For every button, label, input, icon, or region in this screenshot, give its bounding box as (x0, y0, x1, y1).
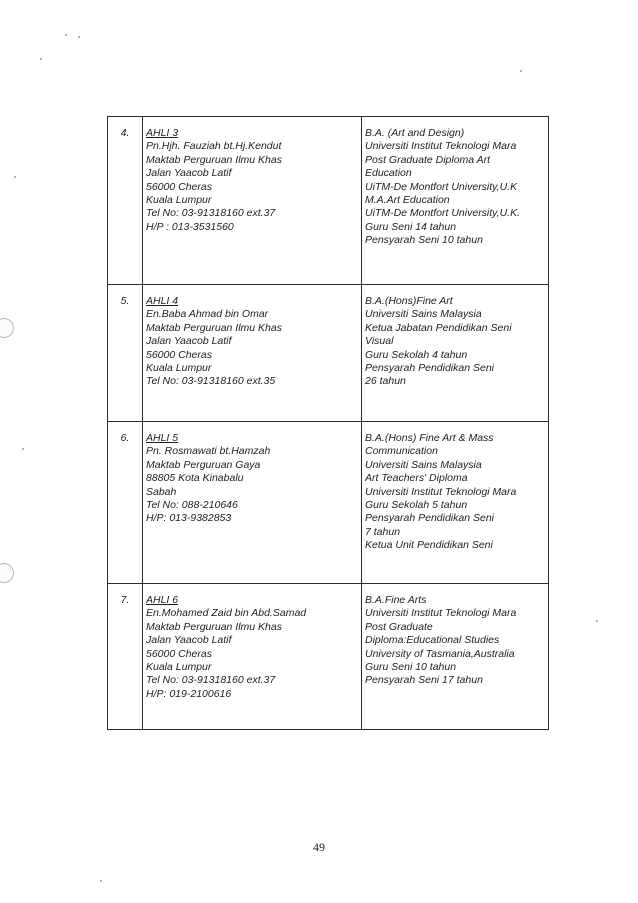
qualification-line: Universiti Sains Malaysia (365, 458, 482, 471)
table-row (108, 584, 549, 730)
detail-line: Maktab Perguruan Ilmu Khas (146, 620, 282, 633)
detail-line: Pn. Rosmawati bt.Hamzah (146, 445, 271, 458)
qualification-line: Pensyarah Seni 10 tahun (365, 234, 483, 247)
detail-line: Tel No: 03-91318160 ext.37 (146, 207, 276, 220)
qualification-line: UiTM-De Montfort University,U.K (365, 180, 518, 193)
table-row (108, 285, 549, 422)
detail-line: Maktab Perguruan Ilmu Khas (146, 153, 282, 166)
row-number: 4. (108, 117, 143, 285)
qualification-line: Pensyarah Seni 17 tahun (365, 674, 483, 687)
scan-speck (100, 880, 102, 882)
qualification-line: 7 tahun (365, 525, 401, 538)
detail-line: 56000 Cheras (146, 180, 212, 193)
qualification-line: Ketua Unit Pendidikan Seni (365, 539, 493, 552)
detail-line: Jalan Yaacob Latif (146, 634, 232, 647)
qualification-line: B.A.(Hons) Fine Art & Mass (365, 432, 494, 444)
scan-speck (596, 620, 598, 622)
member-heading: AHLI 4 (146, 295, 179, 307)
qualification-line: Universiti Institut Teknologi Mara (365, 607, 517, 620)
detail-line: En.Baba Ahmad bin Omar (146, 308, 269, 321)
member-heading: AHLI 3 (146, 127, 179, 139)
qualification-line: Universiti Institut Teknologi Mara (365, 140, 517, 153)
member-heading: AHLI 6 (146, 594, 179, 606)
detail-line: Jalan Yaacob Latif (146, 167, 232, 180)
row-number: 6. (108, 422, 143, 584)
page-number: 49 (313, 840, 325, 854)
detail-line: 56000 Cheras (146, 348, 212, 361)
qualification-details (362, 117, 549, 285)
scan-speck (78, 36, 80, 38)
detail-line: H/P: 019-2100616 (146, 687, 232, 700)
qualification-line: Education (365, 167, 412, 180)
table-row (108, 422, 549, 584)
qualification-line: Post Graduate (365, 620, 433, 633)
detail-line: Kuala Lumpur (146, 661, 212, 674)
member-details (143, 285, 362, 422)
detail-line: Kuala Lumpur (146, 362, 212, 375)
scan-speck (14, 176, 16, 178)
detail-line: 88805 Kota Kinabalu (146, 472, 244, 485)
detail-line: 56000 Cheras (146, 647, 212, 660)
qualification-line: Guru Seni 14 tahun (365, 220, 457, 233)
detail-line: Jalan Yaacob Latif (146, 335, 232, 348)
scan-speck (22, 448, 24, 450)
qualification-details (362, 584, 549, 730)
table-body (108, 117, 549, 730)
qualification-line: Diploma:Educational Studies (365, 634, 500, 647)
table-row (108, 117, 549, 285)
qualification-details (362, 422, 549, 584)
row-number: 5. (108, 285, 143, 422)
punch-hole-bottom (0, 563, 14, 583)
qualification-line: Guru Seni 10 tahun (365, 661, 457, 674)
detail-line: Pn.Hjh. Fauziah bt.Hj.Kendut (146, 140, 282, 153)
qualification-line: B.A.(Hons)Fine Art (365, 295, 453, 307)
member-heading: AHLI 5 (146, 432, 179, 444)
member-details (143, 584, 362, 730)
qualification-line: B.A. (Art and Design) (365, 127, 465, 139)
detail-line: Kuala Lumpur (146, 194, 212, 207)
scan-speck (40, 58, 42, 60)
qualification-line: University of Tasmania,Australia (365, 647, 515, 660)
qualification-line: Post Graduate Diploma Art (365, 153, 491, 166)
detail-line: En.Mohamed Zaid bin Abd.Samad (146, 607, 307, 620)
member-details (143, 117, 362, 285)
detail-line: Maktab Perguruan Gaya (146, 458, 261, 471)
detail-line: Tel No: 03-91318160 ext.35 (146, 375, 276, 388)
qualification-line: Art Teachers' Diploma (365, 472, 468, 485)
qualification-line: Pensyarah Pendidikan Seni (365, 512, 495, 525)
qualification-line: Guru Sekolah 4 tahun (365, 348, 468, 361)
detail-line: Tel No: 088-210646 (146, 499, 238, 512)
detail-line: Tel No: 03-91318160 ext.37 (146, 674, 276, 687)
detail-line: H/P : 013-3531560 (146, 220, 234, 233)
qualification-line: B.A.Fine Arts (365, 594, 427, 606)
detail-line: Sabah (146, 485, 177, 498)
qualification-line: Ketua Jabatan Pendidikan Seni (365, 321, 512, 334)
qualification-line: Guru Sekolah 5 tahun (365, 499, 468, 512)
qualification-line: M.A.Art Education (365, 194, 450, 207)
qualification-line: Visual (365, 335, 394, 348)
scan-speck (520, 70, 522, 72)
qualification-line: UiTM-De Montfort University,U.K. (365, 207, 520, 220)
qualification-line: Universiti Institut Teknologi Mara (365, 485, 517, 498)
qualification-line: Pensyarah Pendidikan Seni (365, 362, 495, 375)
qualification-table (107, 116, 549, 730)
punch-hole-top (0, 318, 14, 338)
qualification-line: Universiti Sains Malaysia (365, 308, 482, 321)
detail-line: H/P: 013-9382853 (146, 512, 232, 525)
member-details (143, 422, 362, 584)
qualification-line: 26 tahun (365, 375, 406, 388)
qualification-details (362, 285, 549, 422)
qualification-line: Communication (365, 445, 438, 458)
row-number: 7. (108, 584, 143, 730)
detail-line: Maktab Perguruan Ilmu Khas (146, 321, 282, 334)
scan-speck (65, 34, 67, 36)
